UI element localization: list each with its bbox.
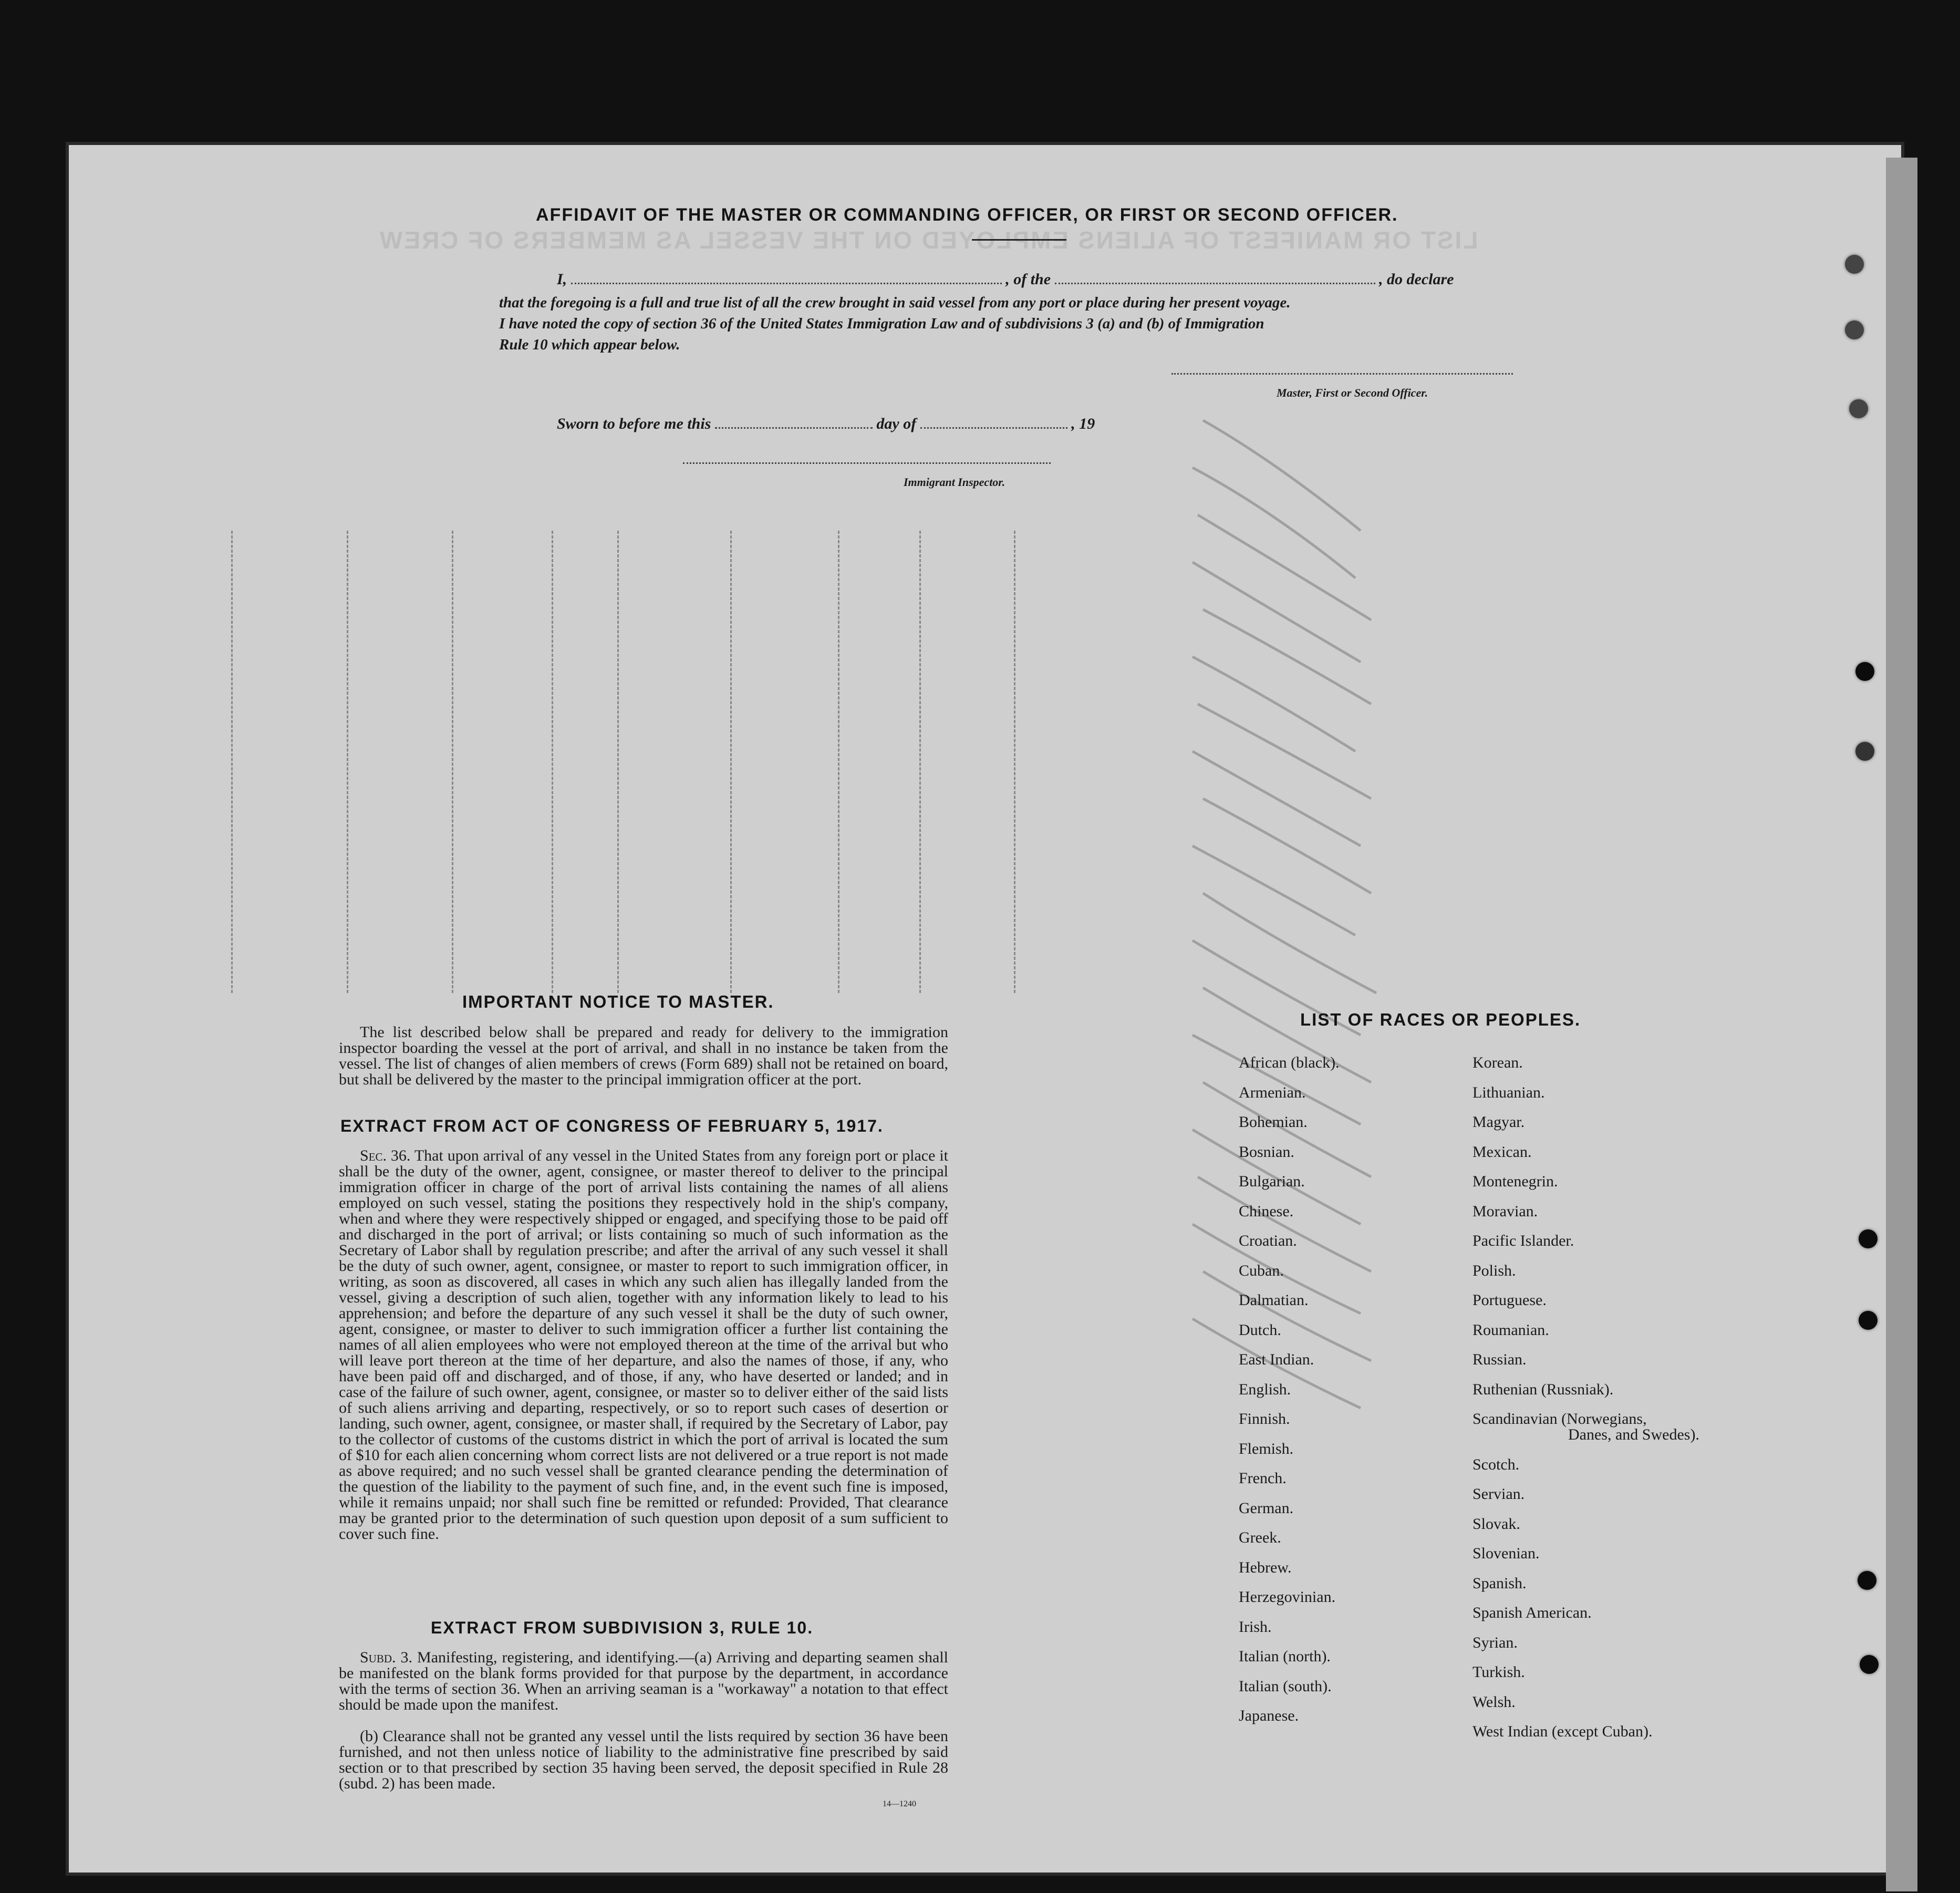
act-body: That upon arrival of any vessel in the United States from any foreign port or place it shall be the duty of the owner, agent, consignee, or master thereof to deliver to the principal immigration officer in charge of the port of arrival lists containing the names of all aliens employed on such vessel, stating the positions they respectively hold in the ship's company, when and where they were respectively shipped or engaged, and specifying those to be paid off and discharged in the port of arrival; or lists containing so much of such information as the Secretary of Labor shall by regulation prescribe; and after the arrival of any such vessel it shall be the duty of such owner, agent, consignee, or master to report to such immigration officer, in writing, as soon as discovered, all cases in which any such alien has illegally landed from the vessel, giving a description of such alien, together with any information likely to lead to his apprehension; and before the departure of any such vessel it shall be the duty of such owner, agent, consignee, or master to deliver to such immigration officer a further list containing the names of all alien employees who were not employed thereon at the time of the arrival but who will leave port thereon at the time of her departure, and also the names of those, if any, who have been paid off and discharged, and of those, if any, who have deserted or landed; and in case of the failure of such owner, agent, consignee, or master so to deliver either of the said lists of such aliens arriving and departing, respectively, or so to report such cases of desertion or landing, such owner, agent, consignee, or master shall, if required by the Secretary of Labor, pay to the collector of customs of the customs district in which the port of arrival is located the sum of $10 for each alien concerning whom correct lists are not delivered or a true report is not made as above required; and no such vessel shall be granted clearance pending the determination of the question of the liability to the payment of such fine, and, in the event such fine is imposed, while it remains unpaid; nor shall such fine be remitted or refunded: Provided, That clearance may be granted prior to the determination of such question upon deposit of a sum sufficient to cover such fine. [339, 1147, 949, 1543]
affidavit-title: AFFIDAVIT OF THE MASTER OR COMMANDING OFFICER, OR FIRST OR SECOND OFFICER. [536, 205, 1398, 225]
column-rule [1014, 531, 1015, 993]
punch-hole [1855, 742, 1874, 761]
races-title: LIST OF RACES OR PEOPLES. [1300, 1010, 1581, 1029]
punch-hole [1855, 662, 1874, 681]
race-item: Syrian. [1472, 1633, 1518, 1651]
affidavit-line-2: that the foregoing is a full and true list of all the crew brought in said vessel from any port or place during her present voyage. [499, 294, 1291, 311]
affidavit-declare: , do declare [1379, 271, 1454, 288]
rule-body-a: Manifesting, registering, and identifying.—(a) Arriving and departing seamen shall be manifested on the blank forms provided for that purpose by the department, in accordance with the terms of section 36. When an arriving seaman is a "workaway" a notation to that effect should be made upon the manifest. [339, 1649, 949, 1713]
inspector-caption: Immigrant Inspector. [904, 475, 1005, 489]
column-rule [231, 531, 233, 993]
race-item: Spanish American. [1472, 1604, 1592, 1621]
race-item: English. [1239, 1380, 1291, 1398]
punch-hole [1845, 320, 1864, 339]
race-item: Scotch. [1472, 1455, 1520, 1473]
race-item: Mexican. [1472, 1143, 1532, 1161]
bleed-through-title: LIST OR MANIFEST OF ALIENS EMPLOYED ON THE VESSEL AS MEMBERS OF CREW [378, 226, 1478, 254]
punch-hole [1858, 1571, 1876, 1590]
race-item: Bulgarian. [1239, 1173, 1305, 1190]
master-caption: Master, First or Second Officer. [1277, 386, 1428, 399]
day-of-label: day of [876, 415, 917, 432]
race-item: Bohemian. [1239, 1113, 1308, 1131]
bleed-through-strokes [1182, 410, 1445, 1487]
race-item: Dutch. [1239, 1321, 1281, 1339]
notice-text: The list described below shall be prepared and ready for delivery to the immigration inspector boarding the vessel at the port of arrival, and shall in no instance be taken from the vessel. The list of changes of alien members of crews (Form 689) shall not be retained on board, but shall be delivered by the master to the principal immigration officer at the port. [339, 1023, 948, 1088]
punch-hole [1859, 1311, 1878, 1330]
sheet-edge [1886, 158, 1917, 1891]
act-title: EXTRACT FROM ACT OF CONGRESS OF FEBRUARY 5, 1917. [340, 1116, 884, 1135]
race-item: Welsh. [1472, 1693, 1516, 1711]
punch-hole [1859, 1229, 1878, 1248]
race-item: Italian (south). [1239, 1677, 1332, 1695]
column-rule [617, 531, 619, 993]
notice-title: IMPORTANT NOTICE TO MASTER. [462, 992, 774, 1011]
punch-hole [1860, 1655, 1879, 1674]
column-rule [730, 531, 732, 993]
race-item: French. [1239, 1470, 1287, 1487]
affidavit-i: I, [557, 271, 567, 288]
punch-hole [1849, 399, 1868, 418]
master-signature-blank[interactable] [1171, 373, 1513, 375]
race-item: Irish. [1239, 1618, 1272, 1636]
rule-text-b: (b) Clearance shall not be granted any vessel until the lists required by section 36 have been furnished, and not then unless notice of liability to the administrative fine prescribed by said section or to that prescribed by section 35 having been served, the deposit specified in Rule 28 (subd. 2) has been made. [339, 1728, 948, 1792]
master-name-blank[interactable] [571, 283, 1002, 284]
race-item: Armenian. [1239, 1083, 1306, 1101]
race-item: Montenegrin. [1472, 1173, 1558, 1190]
race-item: Dalmatian. [1239, 1291, 1309, 1309]
race-item: Chinese. [1239, 1202, 1294, 1220]
race-item: Croatian. [1239, 1232, 1297, 1249]
race-item: Finnish. [1239, 1410, 1290, 1427]
column-rule [552, 531, 553, 993]
column-rule [838, 531, 839, 993]
race-item: Portuguese. [1472, 1291, 1547, 1309]
race-item: Spanish. [1472, 1574, 1527, 1592]
race-item: Servian. [1472, 1485, 1525, 1503]
rule-text-a [339, 1650, 948, 1713]
column-rule [452, 531, 453, 993]
affidavit-of-the: , of the [1005, 271, 1051, 288]
race-item: German. [1239, 1499, 1294, 1517]
race-item: Flemish. [1239, 1440, 1294, 1457]
race-item: Pacific Islander. [1472, 1232, 1574, 1249]
inspector-signature-blank[interactable] [683, 462, 1051, 464]
act-text [339, 1148, 948, 1542]
race-item: Scandinavian (Norwegians, [1472, 1410, 1647, 1427]
race-item: Italian (north). [1239, 1648, 1331, 1665]
race-item: Russian. [1472, 1351, 1527, 1368]
rule-title: EXTRACT FROM SUBDIVISION 3, RULE 10. [431, 1618, 814, 1637]
race-item: Magyar. [1472, 1113, 1525, 1131]
race-item: Herzegovinian. [1239, 1588, 1336, 1606]
race-item: Japanese. [1239, 1707, 1299, 1724]
race-item: Roumanian. [1472, 1321, 1549, 1339]
affidavit-line-4: Rule 10 which appear below. [499, 336, 680, 353]
race-item: African (black). [1239, 1054, 1340, 1071]
race-item: Polish. [1472, 1261, 1516, 1279]
affidavit-line-1 [557, 271, 1513, 288]
race-item: Greek. [1239, 1529, 1281, 1546]
vessel-name-blank[interactable] [1055, 283, 1375, 284]
sworn-label: Sworn to before me this [557, 415, 711, 432]
sworn-line [557, 415, 1095, 433]
column-rule [347, 531, 348, 993]
title-underline [972, 239, 1066, 241]
affidavit-line-3: I have noted the copy of section 36 of the United States Immigration Law and of subdivisions 3 (a) and (b) of Immigration [499, 315, 1264, 332]
sworn-day-blank[interactable] [715, 427, 873, 429]
race-item: East Indian. [1239, 1351, 1314, 1368]
year-label: , 19 [1071, 415, 1095, 432]
race-item: Moravian. [1472, 1202, 1538, 1220]
race-item: Korean. [1472, 1054, 1523, 1071]
act-sec: Sec. 36. [360, 1147, 411, 1164]
race-item: Slovak. [1472, 1515, 1520, 1533]
sworn-month-blank[interactable] [920, 427, 1067, 429]
document-sheet [66, 142, 1904, 1876]
race-item: Cuban. [1239, 1261, 1284, 1279]
race-item: Turkish. [1472, 1663, 1525, 1681]
race-item: Hebrew. [1239, 1558, 1292, 1576]
race-item: Bosnian. [1239, 1143, 1294, 1161]
race-item: Danes, and Swedes). [1568, 1426, 1699, 1443]
punch-hole [1845, 255, 1864, 274]
column-rule [919, 531, 921, 993]
rule-subd: Subd. 3. [360, 1649, 413, 1666]
race-item: Slovenian. [1472, 1545, 1540, 1562]
form-number: 14—1240 [883, 1799, 916, 1808]
race-item: Ruthenian (Russniak). [1472, 1380, 1614, 1398]
race-item: Lithuanian. [1472, 1083, 1545, 1101]
race-item: West Indian (except Cuban). [1472, 1723, 1653, 1740]
